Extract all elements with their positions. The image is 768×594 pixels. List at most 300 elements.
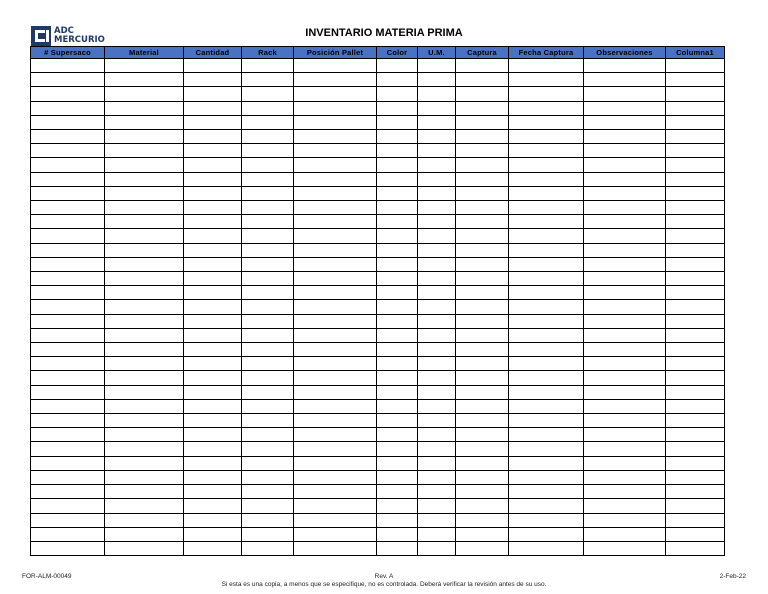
table-cell[interactable] (666, 513, 725, 527)
table-cell[interactable] (105, 172, 184, 186)
table-cell[interactable] (509, 300, 584, 314)
table-cell[interactable] (418, 300, 456, 314)
table-cell[interactable] (294, 541, 377, 555)
table-cell[interactable] (418, 527, 456, 541)
table-cell[interactable] (294, 101, 377, 115)
table-cell[interactable] (666, 357, 725, 371)
table-cell[interactable] (105, 186, 184, 200)
table-cell[interactable] (105, 272, 184, 286)
table-cell[interactable] (242, 499, 294, 513)
table-cell[interactable] (294, 59, 377, 73)
table-cell[interactable] (294, 201, 377, 215)
table-cell[interactable] (666, 499, 725, 513)
table-cell[interactable] (242, 470, 294, 484)
table-cell[interactable] (456, 385, 509, 399)
table-cell[interactable] (418, 73, 456, 87)
table-cell[interactable] (31, 201, 105, 215)
table-cell[interactable] (105, 229, 184, 243)
table-cell[interactable] (105, 385, 184, 399)
table-cell[interactable] (184, 428, 242, 442)
table-cell[interactable] (184, 300, 242, 314)
table-cell[interactable] (666, 414, 725, 428)
table-cell[interactable] (105, 215, 184, 229)
table-cell[interactable] (666, 428, 725, 442)
table-cell[interactable] (184, 470, 242, 484)
table-cell[interactable] (184, 385, 242, 399)
table-cell[interactable] (509, 229, 584, 243)
table-cell[interactable] (184, 371, 242, 385)
table-cell[interactable] (456, 328, 509, 342)
table-cell[interactable] (377, 272, 418, 286)
table-cell[interactable] (242, 442, 294, 456)
table-cell[interactable] (105, 527, 184, 541)
table-cell[interactable] (377, 314, 418, 328)
table-cell[interactable] (294, 300, 377, 314)
table-cell[interactable] (294, 272, 377, 286)
table-cell[interactable] (105, 257, 184, 271)
table-cell[interactable] (31, 414, 105, 428)
table-cell[interactable] (242, 215, 294, 229)
table-cell[interactable] (105, 499, 184, 513)
table-cell[interactable] (418, 115, 456, 129)
table-cell[interactable] (584, 314, 666, 328)
table-cell[interactable] (377, 243, 418, 257)
table-cell[interactable] (184, 130, 242, 144)
table-cell[interactable] (456, 485, 509, 499)
table-cell[interactable] (105, 371, 184, 385)
table-cell[interactable] (418, 286, 456, 300)
table-cell[interactable] (31, 144, 105, 158)
table-cell[interactable] (456, 343, 509, 357)
table-cell[interactable] (418, 314, 456, 328)
table-cell[interactable] (294, 456, 377, 470)
table-cell[interactable] (31, 101, 105, 115)
table-cell[interactable] (242, 385, 294, 399)
table-cell[interactable] (184, 328, 242, 342)
table-cell[interactable] (377, 300, 418, 314)
table-cell[interactable] (377, 442, 418, 456)
table-cell[interactable] (31, 328, 105, 342)
table-cell[interactable] (184, 59, 242, 73)
table-cell[interactable] (377, 130, 418, 144)
table-cell[interactable] (666, 314, 725, 328)
table-cell[interactable] (242, 357, 294, 371)
table-cell[interactable] (294, 115, 377, 129)
table-cell[interactable] (456, 87, 509, 101)
table-cell[interactable] (456, 101, 509, 115)
table-cell[interactable] (418, 257, 456, 271)
table-cell[interactable] (584, 371, 666, 385)
table-cell[interactable] (584, 272, 666, 286)
table-cell[interactable] (584, 243, 666, 257)
table-cell[interactable] (242, 314, 294, 328)
table-cell[interactable] (377, 172, 418, 186)
table-cell[interactable] (584, 201, 666, 215)
table-cell[interactable] (666, 73, 725, 87)
table-cell[interactable] (105, 456, 184, 470)
table-cell[interactable] (509, 257, 584, 271)
table-cell[interactable] (456, 257, 509, 271)
table-cell[interactable] (242, 87, 294, 101)
table-cell[interactable] (666, 172, 725, 186)
table-cell[interactable] (509, 144, 584, 158)
table-cell[interactable] (584, 385, 666, 399)
table-cell[interactable] (584, 343, 666, 357)
table-cell[interactable] (509, 73, 584, 87)
table-cell[interactable] (184, 456, 242, 470)
table-cell[interactable] (105, 428, 184, 442)
table-cell[interactable] (509, 371, 584, 385)
table-cell[interactable] (294, 343, 377, 357)
table-cell[interactable] (377, 144, 418, 158)
table-cell[interactable] (184, 115, 242, 129)
table-cell[interactable] (418, 541, 456, 555)
table-cell[interactable] (184, 243, 242, 257)
table-cell[interactable] (294, 158, 377, 172)
table-cell[interactable] (184, 101, 242, 115)
table-cell[interactable] (456, 513, 509, 527)
table-cell[interactable] (418, 428, 456, 442)
table-cell[interactable] (105, 357, 184, 371)
table-cell[interactable] (509, 385, 584, 399)
table-cell[interactable] (105, 87, 184, 101)
table-cell[interactable] (509, 215, 584, 229)
table-cell[interactable] (31, 343, 105, 357)
table-cell[interactable] (509, 286, 584, 300)
table-cell[interactable] (31, 385, 105, 399)
table-cell[interactable] (456, 399, 509, 413)
table-cell[interactable] (377, 59, 418, 73)
table-cell[interactable] (105, 130, 184, 144)
table-cell[interactable] (294, 499, 377, 513)
table-cell[interactable] (31, 399, 105, 413)
table-cell[interactable] (242, 201, 294, 215)
table-cell[interactable] (456, 442, 509, 456)
table-cell[interactable] (418, 371, 456, 385)
table-cell[interactable] (666, 442, 725, 456)
table-cell[interactable] (31, 215, 105, 229)
table-cell[interactable] (184, 272, 242, 286)
table-cell[interactable] (456, 201, 509, 215)
table-cell[interactable] (509, 527, 584, 541)
table-cell[interactable] (294, 73, 377, 87)
table-cell[interactable] (377, 541, 418, 555)
table-cell[interactable] (242, 328, 294, 342)
table-cell[interactable] (184, 144, 242, 158)
table-cell[interactable] (377, 414, 418, 428)
table-cell[interactable] (666, 328, 725, 342)
table-cell[interactable] (31, 442, 105, 456)
table-cell[interactable] (418, 201, 456, 215)
table-cell[interactable] (509, 101, 584, 115)
table-cell[interactable] (418, 229, 456, 243)
table-cell[interactable] (184, 201, 242, 215)
table-cell[interactable] (456, 186, 509, 200)
table-cell[interactable] (584, 442, 666, 456)
table-cell[interactable] (509, 328, 584, 342)
table-cell[interactable] (184, 442, 242, 456)
table-cell[interactable] (242, 158, 294, 172)
table-cell[interactable] (184, 513, 242, 527)
table-cell[interactable] (31, 115, 105, 129)
table-cell[interactable] (584, 87, 666, 101)
table-cell[interactable] (456, 456, 509, 470)
table-cell[interactable] (242, 300, 294, 314)
table-cell[interactable] (377, 385, 418, 399)
table-cell[interactable] (456, 371, 509, 385)
table-cell[interactable] (294, 357, 377, 371)
table-cell[interactable] (184, 87, 242, 101)
table-cell[interactable] (418, 499, 456, 513)
table-cell[interactable] (584, 215, 666, 229)
table-cell[interactable] (666, 243, 725, 257)
table-cell[interactable] (456, 499, 509, 513)
table-cell[interactable] (377, 257, 418, 271)
table-cell[interactable] (418, 399, 456, 413)
table-cell[interactable] (242, 101, 294, 115)
table-cell[interactable] (184, 357, 242, 371)
table-cell[interactable] (184, 399, 242, 413)
table-cell[interactable] (294, 428, 377, 442)
table-cell[interactable] (31, 513, 105, 527)
table-cell[interactable] (31, 59, 105, 73)
table-cell[interactable] (184, 286, 242, 300)
table-cell[interactable] (584, 286, 666, 300)
table-cell[interactable] (418, 186, 456, 200)
table-cell[interactable] (509, 243, 584, 257)
table-cell[interactable] (184, 527, 242, 541)
table-cell[interactable] (377, 101, 418, 115)
table-cell[interactable] (584, 59, 666, 73)
table-cell[interactable] (456, 527, 509, 541)
table-cell[interactable] (509, 314, 584, 328)
table-cell[interactable] (242, 229, 294, 243)
table-cell[interactable] (418, 485, 456, 499)
table-cell[interactable] (666, 470, 725, 484)
table-cell[interactable] (105, 201, 184, 215)
table-cell[interactable] (105, 300, 184, 314)
table-cell[interactable] (377, 470, 418, 484)
table-cell[interactable] (242, 144, 294, 158)
table-cell[interactable] (105, 470, 184, 484)
table-cell[interactable] (377, 87, 418, 101)
table-cell[interactable] (184, 172, 242, 186)
table-cell[interactable] (509, 130, 584, 144)
table-cell[interactable] (584, 456, 666, 470)
table-cell[interactable] (377, 428, 418, 442)
table-cell[interactable] (294, 286, 377, 300)
table-cell[interactable] (666, 144, 725, 158)
table-cell[interactable] (584, 144, 666, 158)
table-cell[interactable] (418, 357, 456, 371)
table-cell[interactable] (456, 130, 509, 144)
table-cell[interactable] (666, 186, 725, 200)
table-cell[interactable] (666, 485, 725, 499)
table-cell[interactable] (31, 314, 105, 328)
table-cell[interactable] (31, 428, 105, 442)
table-cell[interactable] (509, 272, 584, 286)
table-cell[interactable] (294, 130, 377, 144)
table-cell[interactable] (242, 456, 294, 470)
table-cell[interactable] (105, 541, 184, 555)
table-cell[interactable] (184, 485, 242, 499)
table-cell[interactable] (584, 73, 666, 87)
table-cell[interactable] (418, 101, 456, 115)
table-cell[interactable] (418, 442, 456, 456)
table-cell[interactable] (584, 485, 666, 499)
table-cell[interactable] (242, 272, 294, 286)
table-cell[interactable] (31, 357, 105, 371)
table-cell[interactable] (456, 541, 509, 555)
table-cell[interactable] (105, 73, 184, 87)
table-cell[interactable] (418, 130, 456, 144)
table-cell[interactable] (509, 343, 584, 357)
table-cell[interactable] (377, 73, 418, 87)
table-cell[interactable] (666, 286, 725, 300)
table-cell[interactable] (584, 130, 666, 144)
table-cell[interactable] (242, 257, 294, 271)
table-cell[interactable] (31, 73, 105, 87)
table-cell[interactable] (418, 87, 456, 101)
table-cell[interactable] (509, 428, 584, 442)
table-cell[interactable] (242, 513, 294, 527)
table-cell[interactable] (294, 414, 377, 428)
table-cell[interactable] (31, 186, 105, 200)
table-cell[interactable] (509, 442, 584, 456)
table-cell[interactable] (456, 172, 509, 186)
table-cell[interactable] (242, 286, 294, 300)
table-cell[interactable] (242, 428, 294, 442)
table-cell[interactable] (509, 201, 584, 215)
table-cell[interactable] (184, 343, 242, 357)
table-cell[interactable] (584, 172, 666, 186)
table-cell[interactable] (31, 172, 105, 186)
table-cell[interactable] (242, 343, 294, 357)
table-cell[interactable] (294, 172, 377, 186)
table-cell[interactable] (666, 541, 725, 555)
table-cell[interactable] (184, 541, 242, 555)
table-cell[interactable] (456, 215, 509, 229)
table-cell[interactable] (242, 115, 294, 129)
table-cell[interactable] (666, 272, 725, 286)
table-cell[interactable] (456, 59, 509, 73)
table-cell[interactable] (509, 115, 584, 129)
table-cell[interactable] (31, 257, 105, 271)
table-cell[interactable] (509, 456, 584, 470)
table-cell[interactable] (456, 286, 509, 300)
table-cell[interactable] (456, 470, 509, 484)
table-cell[interactable] (509, 513, 584, 527)
table-cell[interactable] (31, 286, 105, 300)
table-cell[interactable] (456, 158, 509, 172)
table-cell[interactable] (184, 257, 242, 271)
table-cell[interactable] (418, 272, 456, 286)
table-cell[interactable] (584, 527, 666, 541)
table-cell[interactable] (377, 201, 418, 215)
table-cell[interactable] (377, 399, 418, 413)
table-cell[interactable] (184, 186, 242, 200)
table-cell[interactable] (31, 499, 105, 513)
table-cell[interactable] (377, 357, 418, 371)
table-cell[interactable] (105, 286, 184, 300)
table-cell[interactable] (584, 428, 666, 442)
table-cell[interactable] (584, 229, 666, 243)
table-cell[interactable] (242, 59, 294, 73)
table-cell[interactable] (184, 158, 242, 172)
table-cell[interactable] (294, 527, 377, 541)
table-cell[interactable] (31, 272, 105, 286)
table-cell[interactable] (418, 414, 456, 428)
table-cell[interactable] (584, 499, 666, 513)
table-cell[interactable] (294, 229, 377, 243)
table-cell[interactable] (377, 499, 418, 513)
table-cell[interactable] (418, 215, 456, 229)
table-cell[interactable] (509, 87, 584, 101)
table-cell[interactable] (105, 328, 184, 342)
table-cell[interactable] (418, 328, 456, 342)
table-cell[interactable] (31, 485, 105, 499)
table-cell[interactable] (105, 485, 184, 499)
table-cell[interactable] (509, 172, 584, 186)
table-cell[interactable] (377, 371, 418, 385)
table-cell[interactable] (105, 115, 184, 129)
table-cell[interactable] (294, 442, 377, 456)
table-cell[interactable] (184, 215, 242, 229)
table-cell[interactable] (418, 385, 456, 399)
table-cell[interactable] (666, 229, 725, 243)
table-cell[interactable] (666, 87, 725, 101)
table-cell[interactable] (418, 59, 456, 73)
table-cell[interactable] (242, 541, 294, 555)
table-cell[interactable] (456, 115, 509, 129)
table-cell[interactable] (184, 73, 242, 87)
table-cell[interactable] (242, 399, 294, 413)
table-cell[interactable] (184, 229, 242, 243)
table-cell[interactable] (418, 158, 456, 172)
table-cell[interactable] (418, 343, 456, 357)
table-cell[interactable] (418, 513, 456, 527)
table-cell[interactable] (105, 243, 184, 257)
table-cell[interactable] (584, 541, 666, 555)
table-cell[interactable] (294, 314, 377, 328)
table-cell[interactable] (456, 272, 509, 286)
table-cell[interactable] (509, 499, 584, 513)
table-cell[interactable] (418, 470, 456, 484)
table-cell[interactable] (666, 59, 725, 73)
table-cell[interactable] (509, 470, 584, 484)
table-cell[interactable] (31, 527, 105, 541)
table-cell[interactable] (31, 541, 105, 555)
table-cell[interactable] (242, 243, 294, 257)
table-cell[interactable] (456, 428, 509, 442)
table-cell[interactable] (105, 314, 184, 328)
table-cell[interactable] (294, 328, 377, 342)
table-cell[interactable] (242, 172, 294, 186)
table-cell[interactable] (456, 243, 509, 257)
table-cell[interactable] (584, 399, 666, 413)
table-cell[interactable] (294, 257, 377, 271)
table-cell[interactable] (105, 59, 184, 73)
table-cell[interactable] (377, 229, 418, 243)
table-cell[interactable] (294, 215, 377, 229)
table-cell[interactable] (377, 115, 418, 129)
table-cell[interactable] (377, 527, 418, 541)
table-cell[interactable] (294, 470, 377, 484)
table-cell[interactable] (584, 115, 666, 129)
table-cell[interactable] (666, 101, 725, 115)
table-cell[interactable] (242, 130, 294, 144)
table-cell[interactable] (666, 201, 725, 215)
